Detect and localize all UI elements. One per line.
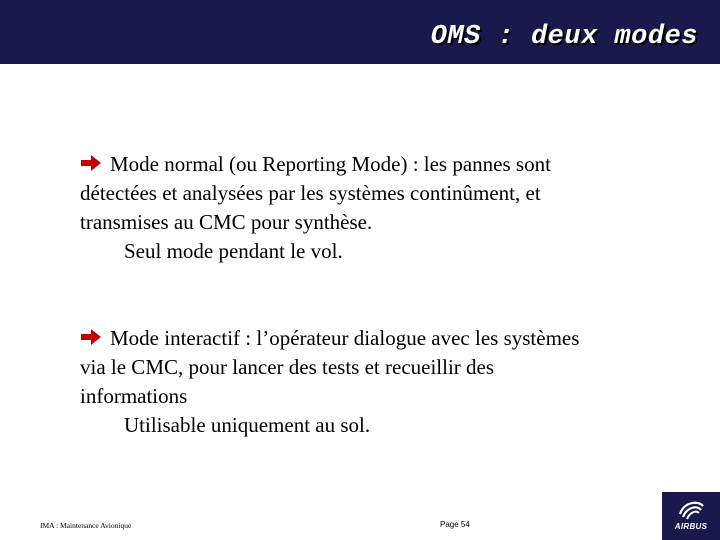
bullet-line: transmises au CMC pour synthèse. xyxy=(80,210,373,234)
footer-course-name: IMA : Maintenance Avionique xyxy=(40,521,132,530)
bullet-line xyxy=(80,324,680,353)
airbus-swirl-icon xyxy=(676,498,706,522)
bullet-line: via le CMC, pour lancer des tests et recueillir des xyxy=(80,355,495,379)
bullet-normal-mode xyxy=(80,150,680,266)
bullet-line: détectées et analysées par les systèmes continûment, et xyxy=(80,181,541,205)
airbus-logo xyxy=(662,492,720,540)
bullet-text: Mode interactif : l’opérateur dialogue avec les systèmes xyxy=(110,326,580,350)
bullet-note: Utilisable uniquement au sol. xyxy=(124,413,371,437)
bullet-line xyxy=(80,150,680,179)
bullet-interactive-mode xyxy=(80,324,680,440)
title-bar xyxy=(0,0,720,64)
bullet-note: Seul mode pendant le vol. xyxy=(124,239,343,263)
right-arrow-icon xyxy=(80,328,102,346)
bullet-line: informations xyxy=(80,384,188,408)
right-arrow-icon xyxy=(80,154,102,172)
logo-text: AIRBUS xyxy=(674,522,708,531)
bullet-text: Mode normal (ou Reporting Mode) : les pannes sont xyxy=(110,152,551,176)
page-title: OMS : deux modes xyxy=(430,22,698,52)
footer-page-number: Page 54 xyxy=(440,520,470,529)
